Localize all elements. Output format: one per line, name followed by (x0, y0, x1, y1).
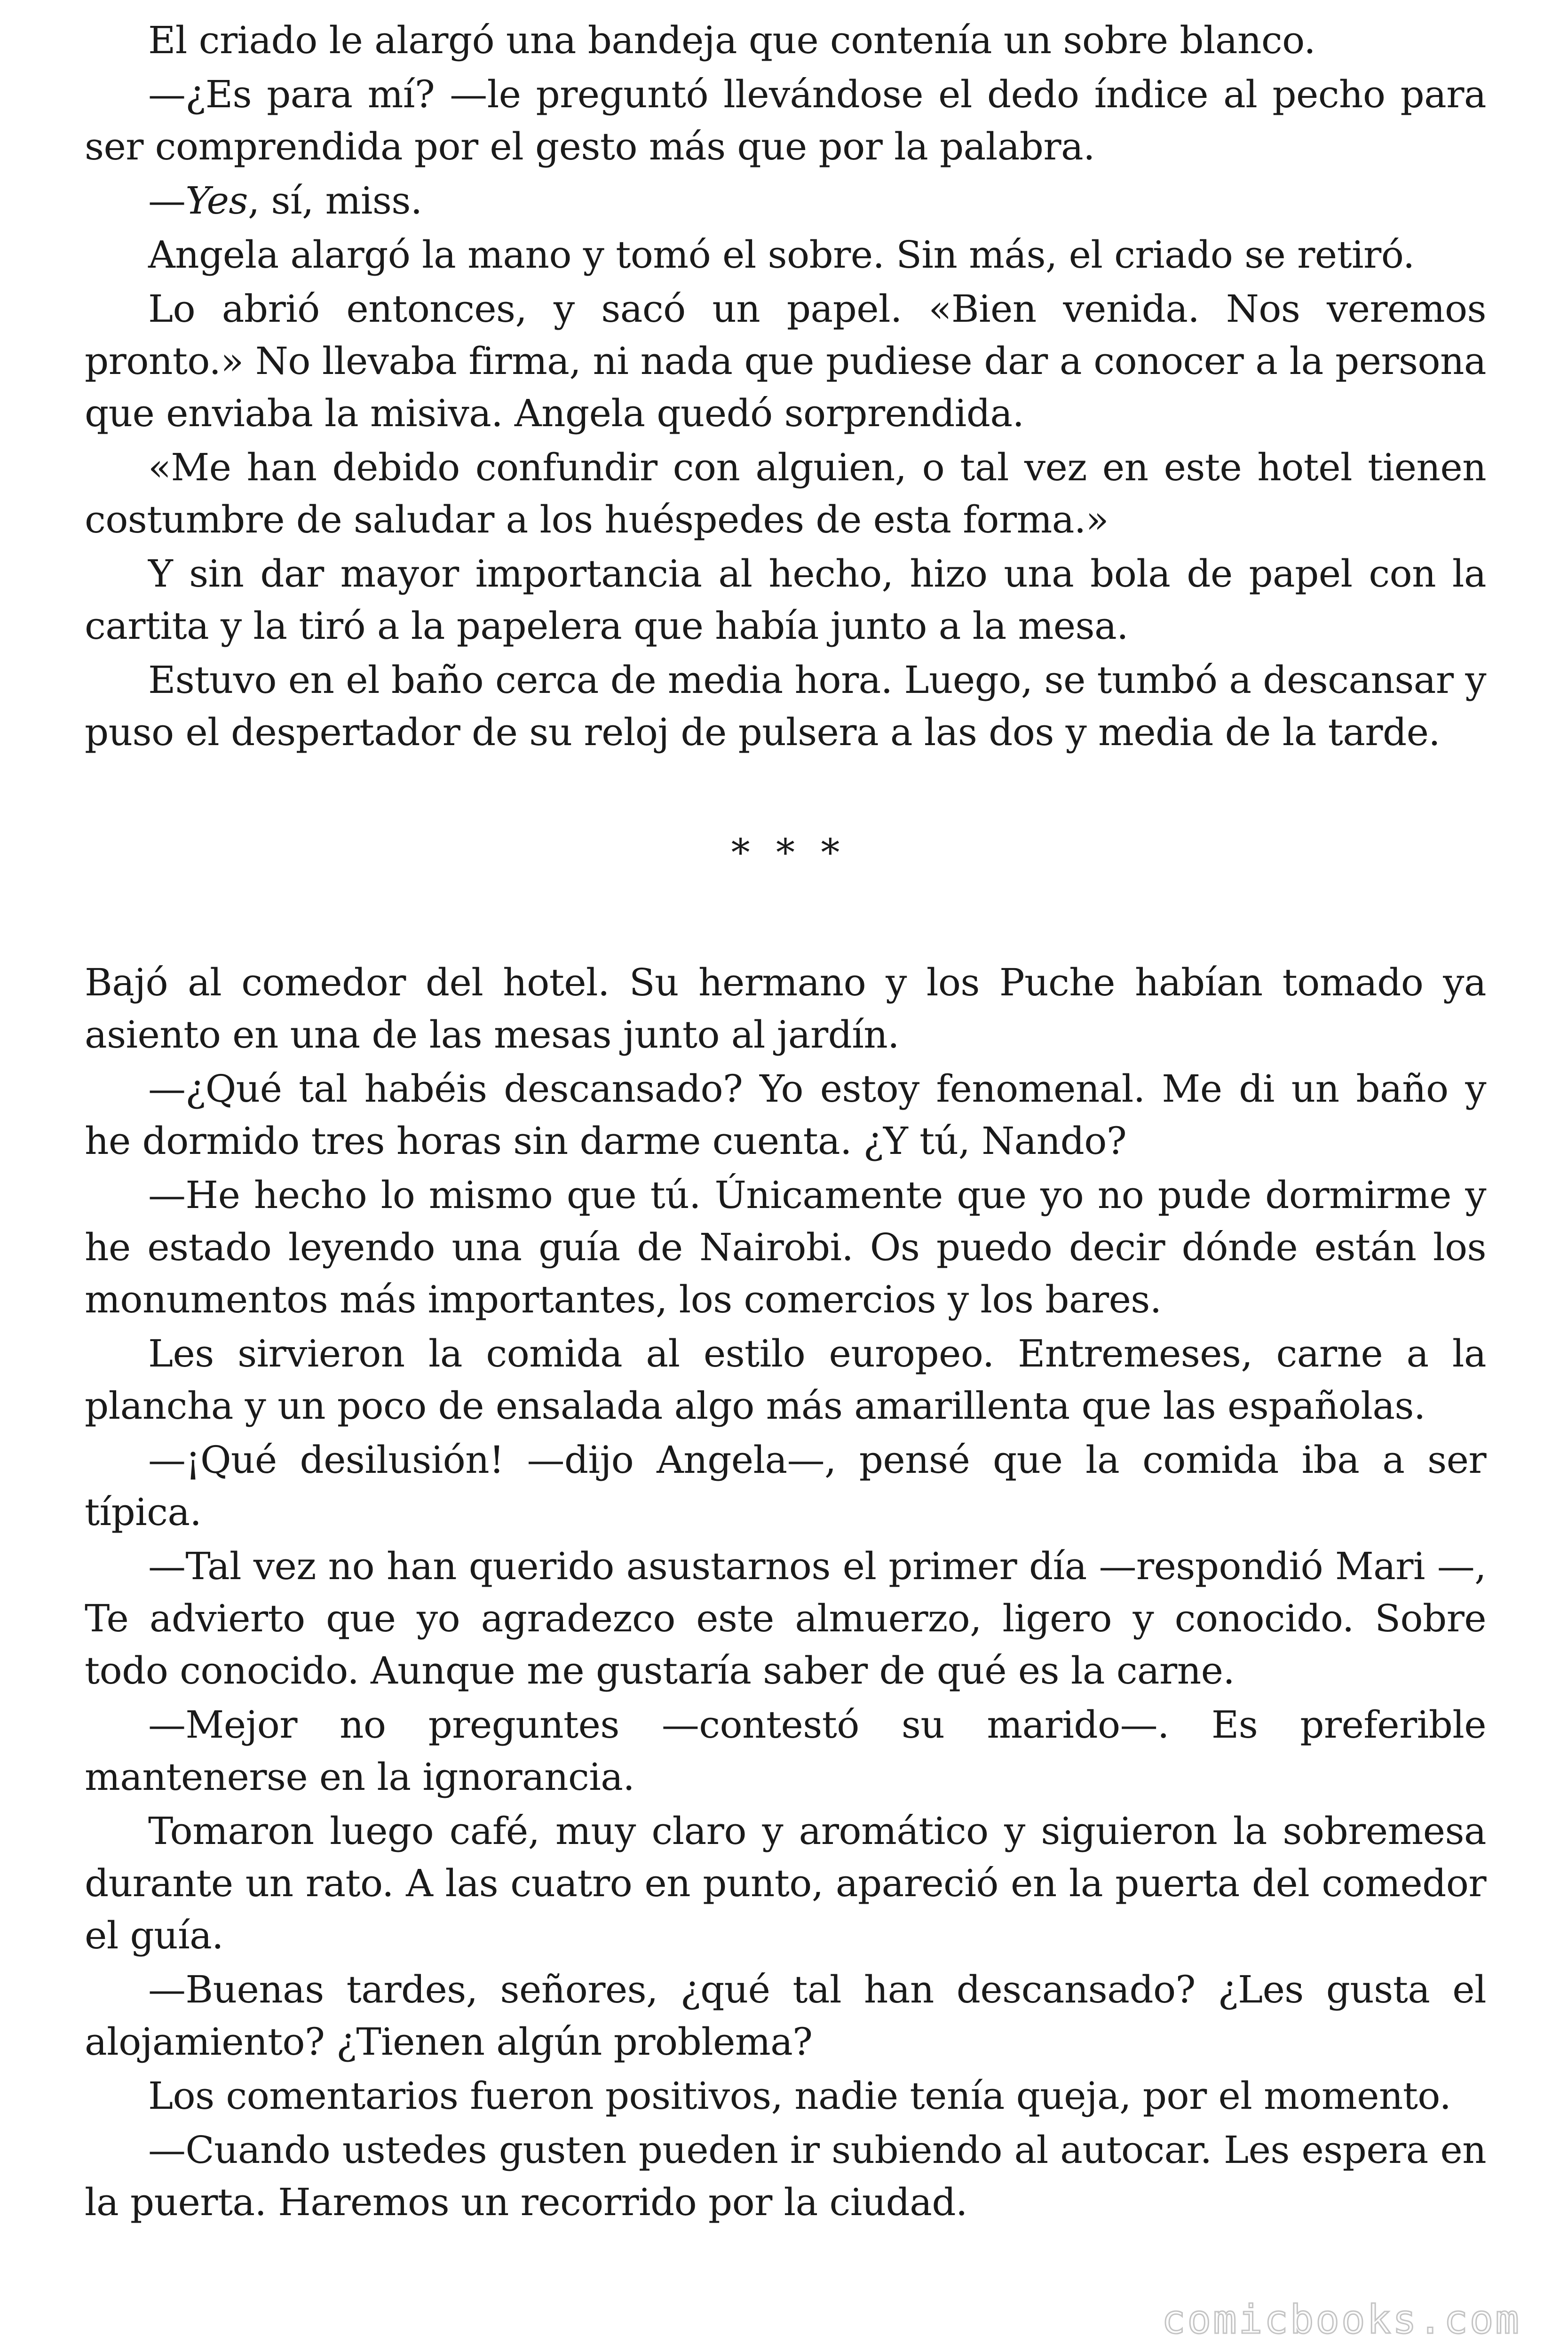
paragraph: Tomaron luego café, muy claro y aromático y siguieron la sobremesa durante un rato. A las cuatro en punto, apareció en la puerta del comedor el guía. (85, 1809, 1486, 1957)
paragraph: Estuvo en el baño cerca de media hora. Luego, se tumbó a descansar y puso el despertador de su reloj de pulsera a las dos y media de la tarde. (85, 658, 1486, 754)
dialogue-dash: — (148, 179, 186, 222)
paragraph (85, 175, 1486, 227)
paragraph: Los comentarios fueron positivos, nadie tenía queja, por el momento. (148, 2074, 1451, 2118)
paragraph: Lo abrió entonces, y sacó un papel. «Bien venida. Nos veremos pronto.» No llevaba firma, ni nada que pudiese dar a conocer a la persona que enviaba la misiva. Angela quedó sorprendida. (85, 287, 1486, 435)
section-separator: * * * (731, 831, 840, 874)
italic-word: Yes (185, 179, 248, 222)
paragraph: Bajó al comedor del hotel. Su hermano y los Puche habían tomado ya asiento en una de las mesas junto al jardín. (85, 961, 1486, 1057)
paragraph: —¡Qué desilusión! —dijo Angela—, pensé que la comida iba a ser típica. (85, 1438, 1486, 1534)
paragraph: —Tal vez no han querido asustarnos el primer día —respondió Mari —, Te advierto que yo agradezco este almuerzo, ligero y conocido. Sobre todo conocido. Aunque me gustaría saber de qué es la carne. (85, 1544, 1486, 1692)
paragraph: —¿Es para mí? —le preguntó llevándose el dedo índice al pecho para ser comprendida por el gesto más que por la palabra. (85, 72, 1486, 168)
paragraph: Les sirvieron la comida al estilo europeo. Entremeses, carne a la plancha y un poco de ensalada algo más amarillenta que las españolas. (85, 1332, 1486, 1428)
paragraph: Y sin dar mayor importancia al hecho, hizo una bola de papel con la cartita y la tiró a la papelera que había junto a la mesa. (85, 552, 1486, 648)
paragraph: «Me han debido confundir con alguien, o tal vez en este hotel tienen costumbre de saludar a los huéspedes de esta forma.» (85, 445, 1486, 541)
paragraph: —He hecho lo mismo que tú. Únicamente que yo no pude dormirme y he estado leyendo una guía de Nairobi. Os puedo decir dónde están los monumentos más importantes, los comercios y los bares. (85, 1173, 1486, 1321)
paragraph: —Mejor no preguntes —contestó su marido—. Es preferible mantenerse en la ignorancia. (85, 1703, 1486, 1799)
paragraph: —¿Qué tal habéis descansado? Yo estoy fenomenal. Me di un baño y he dormido tres horas sin darme cuenta. ¿Y tú, Nando? (85, 1067, 1486, 1163)
book-page (85, 14, 1486, 2230)
paragraph: —Cuando ustedes gusten pueden ir subiendo al autocar. Les espera en la puerta. Haremos un recorrido por la ciudad. (85, 2128, 1486, 2224)
dialogue-rest: , sí, miss. (247, 179, 422, 222)
paragraph: El criado le alargó una bandeja que contenía un sobre blanco. (148, 18, 1316, 62)
paragraph: Angela alargó la mano y tomó el sobre. Sin más, el criado se retiró. (148, 233, 1415, 277)
paragraph: —Buenas tardes, señores, ¿qué tal han descansado? ¿Les gusta el alojamiento? ¿Tienen algún problema? (85, 1968, 1486, 2064)
watermark: comicbooks.com (1161, 2296, 1521, 2343)
